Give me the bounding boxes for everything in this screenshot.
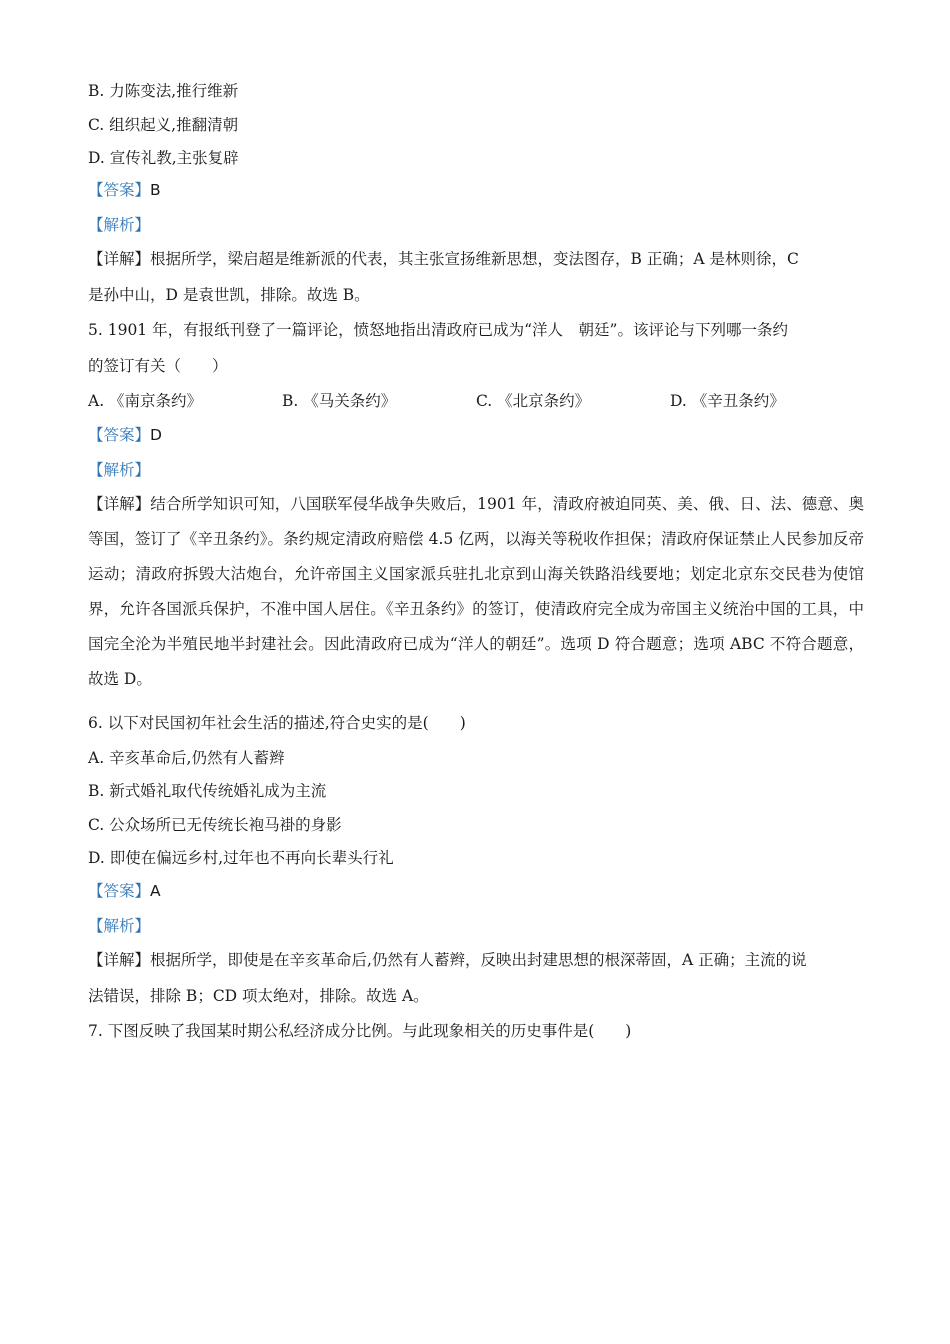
detail-label: 【详解】 xyxy=(88,951,151,969)
answer-label: 【答案】 xyxy=(88,181,151,199)
q7-stem: 7. 下图反映了我国某时期公私经济成分比例。与此现象相关的历史事件是( ) xyxy=(88,1022,632,1040)
q6-answer xyxy=(88,881,161,901)
detail-label: 【详解】 xyxy=(88,250,151,268)
q6-detail-1 xyxy=(88,950,807,970)
detail-label: 【详解】 xyxy=(88,495,151,513)
analysis-label: 【解析】 xyxy=(88,917,151,935)
q4-answer xyxy=(88,180,161,200)
q5-stem-1: 5. 1901 年，有报纸刊登了一篇评论，愤怒地指出清政府已成为“洋人 朝廷”。该评论与下列哪一条约 xyxy=(88,321,788,339)
answer-value: B xyxy=(150,181,161,199)
q4-option-b: B. 力陈变法,推行维新 xyxy=(88,82,239,100)
q6-option-a: A. 辛亥革命后,仍然有人蓄辫 xyxy=(88,749,285,767)
q5-option-b: B. 《马关条约》 xyxy=(282,392,397,410)
q5-answer xyxy=(88,425,162,445)
q6-detail-text-1: 根据所学，即使是在辛亥革命后,仍然有人蓄辫，反映出封建思想的根深蒂固，A 正确；主流的说 xyxy=(150,951,807,969)
q4-option-d: D. 宣传礼教,主张复辟 xyxy=(88,149,239,167)
q6-option-c: C. 公众场所已无传统长袍马褂的身影 xyxy=(88,816,342,834)
answer-label: 【答案】 xyxy=(88,882,151,900)
q6-option-d: D. 即使在偏远乡村,过年也不再向长辈头行礼 xyxy=(88,849,394,867)
q4-detail-text-1: 根据所学，梁启超是维新派的代表，其主张宣扬维新思想，变法图存，B 正确；A 是林则徐，C xyxy=(150,250,799,268)
q5-option-d: D. 《辛丑条约》 xyxy=(670,392,785,410)
q4-option-c: C. 组织起义,推翻清朝 xyxy=(88,116,239,134)
q5-detail-text: 结合所学知识可知，八国联军侵华战争失败后，1901 年，清政府被迫同英、美、俄、日、法、德意、奥等国，签订了《辛丑条约》。条约规定清政府赔偿 4.5 亿两，以海关等税收作担保；清政府保证禁止人民参加反帝运动；清政府拆毁大沽炮台，允许帝国主义国家派兵驻扎北京到山海关铁路沿线要地；划定北京东交民巷为使馆界，允许各国派兵保护，不准中国人居住。《辛丑条约》的签订，使清政府完全成为帝国主义统治中国的工具，中国完全沦为半殖民地半封建社会。因此清政府已成为“洋人的朝廷”。选项 D 符合题意；选项 ABC 不符合题意，故选 D。 xyxy=(88,495,864,688)
analysis-label: 【解析】 xyxy=(88,216,151,234)
q5-analysis-label xyxy=(88,460,150,480)
analysis-label: 【解析】 xyxy=(88,461,151,479)
answer-value: A xyxy=(150,882,161,900)
q4-detail-2: 是孙中山，D 是袁世凯，排除。故选 B。 xyxy=(88,286,370,304)
q6-option-b: B. 新式婚礼取代传统婚礼成为主流 xyxy=(88,782,327,800)
q6-analysis-label xyxy=(88,916,150,936)
answer-label: 【答案】 xyxy=(88,426,151,444)
q4-analysis-label xyxy=(88,215,150,235)
q6-detail-2: 法错误，排除 B；CD 项太绝对，排除。故选 A。 xyxy=(88,987,429,1005)
q4-detail-1 xyxy=(88,249,799,269)
q5-stem-2: 的签订有关（ ） xyxy=(88,357,228,375)
q6-stem: 6. 以下对民国初年社会生活的描述,符合史实的是( ) xyxy=(88,714,466,732)
q5-option-a: A. 《南京条约》 xyxy=(88,392,203,410)
q5-detail xyxy=(88,487,864,697)
answer-value: D xyxy=(150,426,162,444)
q5-option-c: C. 《北京条约》 xyxy=(476,392,591,410)
